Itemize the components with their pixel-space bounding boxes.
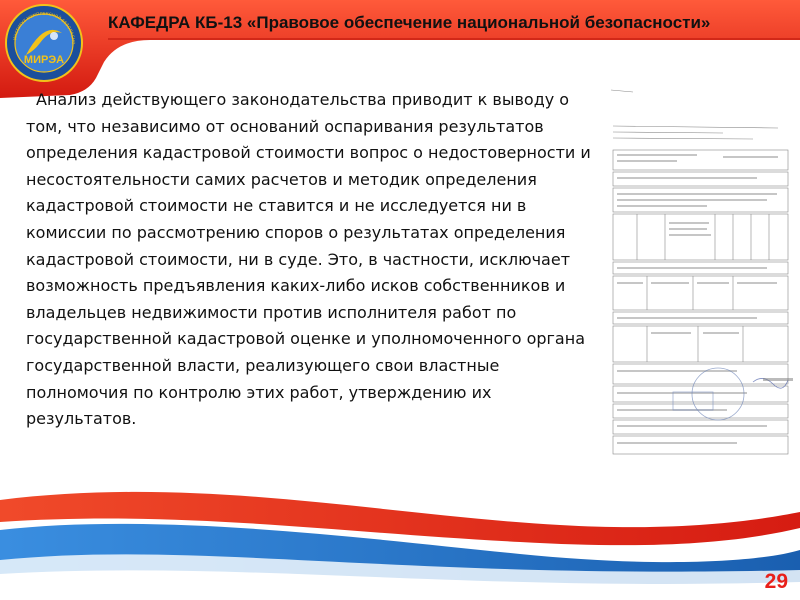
logo-text: МИРЭА: [23, 54, 65, 66]
document-scan-image: [603, 82, 800, 484]
bottom-decorative-waves: [0, 470, 800, 600]
page-number: 29: [764, 570, 788, 593]
logo-ring-text: ИНСТИТУТ КОМПЛЕКСНОЙ БЕЗОПАСНО: [12, 10, 77, 45]
body-paragraph: Анализ действующего законодательства приводит к выводу о том, что независимо от оснований оспаривания результатов определения кадастровой стоимости вопрос о недостоверности и несостоятельности самих расчетов и методик определения кадастровой стоимости не ставится и не исследуется ни в комиссии по рассмотрению споров о результатах определения кадастровой стоимости, ни в суде. Это, в частности, исключает возможность предъявления каких-либо исков собственников и владельцев недвижимости против исполнителя работ по государственной кадастровой оценке и уполномоченного органа государственной власти, реализующего свои властные полномочия по контролю этих работ, утверждению их результатов.: [26, 90, 591, 429]
page-title: КАФЕДРА КБ-13 «Правовое обеспечение национальной безопасности»: [108, 13, 711, 32]
mirea-logo: [4, 3, 84, 83]
